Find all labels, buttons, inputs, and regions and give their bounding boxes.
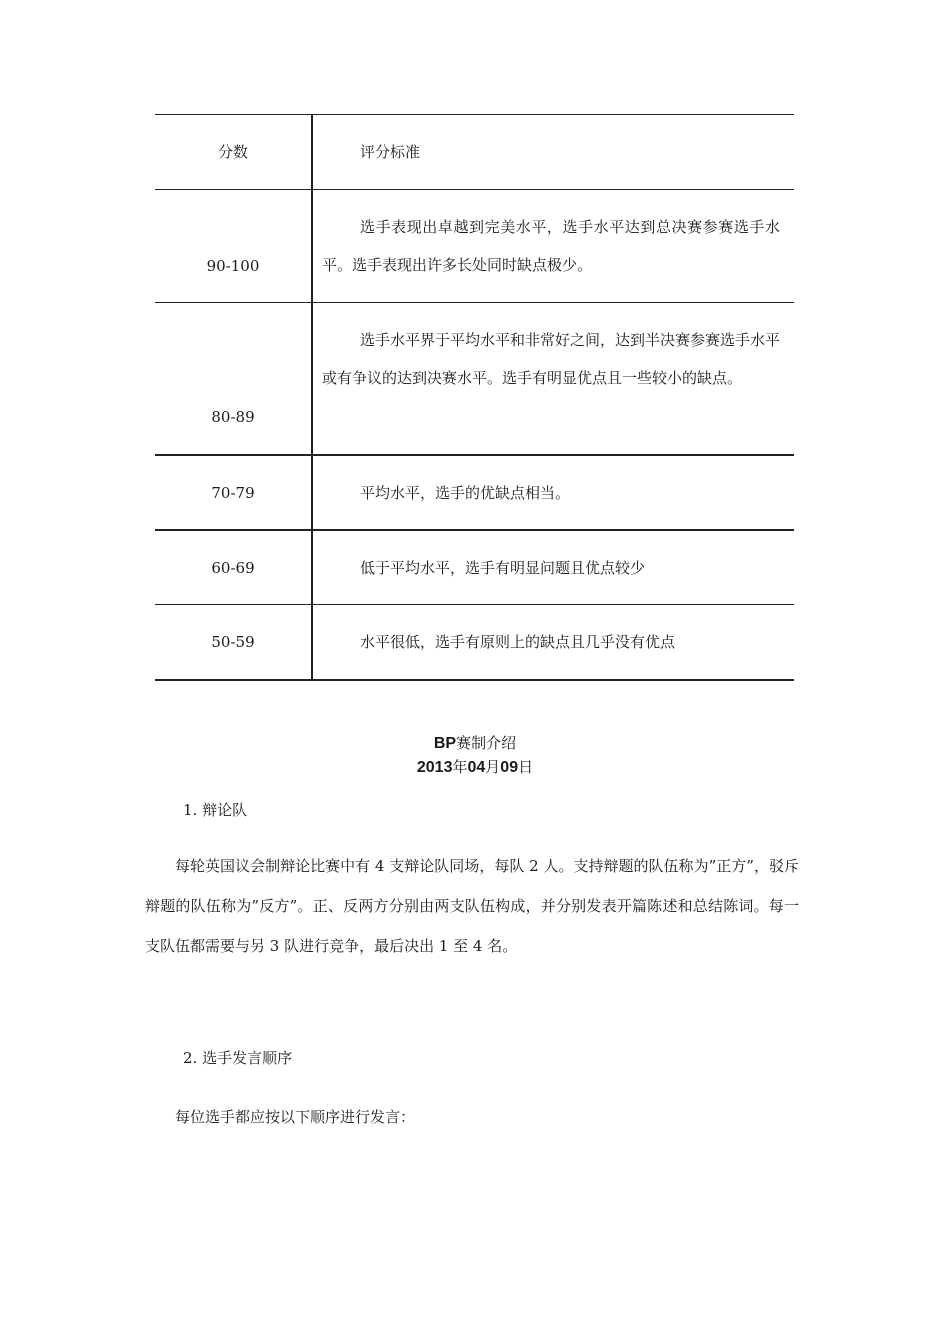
date-year: 2013 [416, 759, 453, 776]
score-value: 50-59 [211, 633, 255, 651]
title-bp: BP [433, 735, 457, 752]
date-day-unit: 日 [518, 758, 534, 776]
score-header-cell [155, 115, 312, 190]
section1-body: 每轮英国议会制辩论比赛中有 4 支辩论队同场，每队 2 人。支持辩题的队伍称为”正方”，驳斥辩题的队伍称为”反方”。正、反两方分别由两支队伍构成，并分别发表开篇陈述和总结陈词。每一支队伍都需要与另 3 队进行竞争，最后决出 1 至 4 名。 [145, 857, 799, 955]
criteria-cell [312, 605, 794, 680]
criteria-text: 选手水平界于平均水平和非常好之间，达到半决赛参赛选手水平或有争议的达到决赛水平。选手有明显优点且一些较小的缺点。 [322, 331, 781, 387]
document-date [0, 757, 950, 778]
table-row [155, 605, 794, 680]
score-cell [155, 605, 312, 680]
section2-heading: 2. 选手发言顺序 [183, 1049, 293, 1067]
score-cell [155, 303, 312, 455]
score-value: 90-100 [206, 257, 260, 275]
date-day: 09 [500, 759, 519, 776]
score-cell [155, 530, 312, 605]
criteria-text: 平均水平，选手的优缺点相当。 [360, 483, 571, 502]
criteria-header-cell [312, 115, 794, 190]
table-header-row [155, 115, 794, 190]
criteria-header: 评分标准 [360, 143, 421, 161]
criteria-cell [312, 303, 794, 455]
score-value: 60-69 [211, 558, 255, 577]
score-cell [155, 190, 312, 303]
score-value: 70-79 [211, 483, 255, 502]
table-row [155, 455, 794, 530]
table-row [155, 530, 794, 605]
table-row [155, 303, 794, 455]
date-year-unit: 年 [452, 758, 468, 776]
title-text: 赛制介绍 [456, 734, 517, 752]
criteria-cell [312, 530, 794, 605]
table-row [155, 190, 794, 303]
criteria-text: 选手表现出卓越到完美水平，选手水平达到总决赛参赛选手水平。选手表现出许多长处同时缺点极少。 [322, 218, 780, 274]
criteria-cell [312, 455, 794, 530]
section2-body: 每位选手都应按以下顺序进行发言： [175, 1108, 416, 1126]
section1-heading: 1. 辩论队 [183, 801, 248, 819]
date-month-unit: 月 [485, 758, 501, 776]
criteria-text: 水平很低，选手有原则上的缺点且几乎没有优点 [360, 633, 676, 651]
criteria-cell [312, 190, 794, 303]
document-title [0, 733, 950, 754]
criteria-text: 低于平均水平，选手有明显问题且优点较少 [360, 558, 646, 577]
scoring-table [155, 114, 794, 681]
date-month: 04 [467, 759, 486, 776]
score-cell [155, 455, 312, 530]
score-value: 80-89 [211, 408, 255, 426]
score-header: 分数 [217, 143, 248, 161]
